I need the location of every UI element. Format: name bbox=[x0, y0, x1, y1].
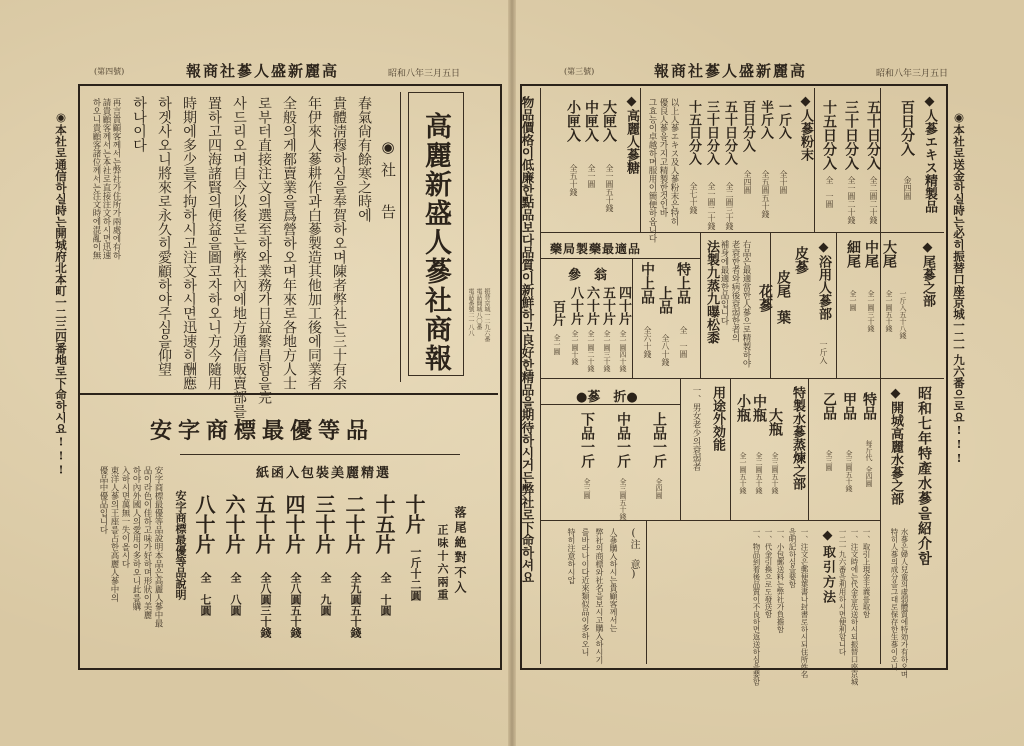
tail-unit: 一斤入五十八錢 bbox=[899, 290, 907, 339]
ad-price-6: 全 七圓 bbox=[199, 572, 212, 616]
extract-item-2: 三十日分入 bbox=[843, 100, 859, 170]
pill-title: 法製九蒸九曝松黍 bbox=[704, 240, 719, 344]
editorial-dense-2: 하오니貴顧客諸位께서는注文時에混亂이無 bbox=[91, 98, 101, 260]
ad-item-0: 十片 bbox=[402, 494, 426, 534]
method-desc-4: 을明記하심을要함 bbox=[788, 528, 797, 588]
pill-desc-2: 補身에最適한品입니다 bbox=[719, 240, 729, 325]
register-line-3: 電話番號二一八八 bbox=[467, 288, 474, 336]
ad-price-0: 全 十圓 bbox=[379, 572, 392, 616]
left-header-date: 昭和八年三月五日 bbox=[388, 69, 461, 79]
powder-item-1: 半斤入 bbox=[758, 100, 773, 139]
fine-price-1: 全一圓三十錢 bbox=[603, 330, 611, 372]
broken-item-0: 上品一斤 bbox=[651, 412, 667, 468]
editorial-line-1: 貴體淸穆하심을奉賀하오며陳者弊社는三十有余 bbox=[331, 96, 347, 390]
kaesong-title: ◆開城高麗水蔘之部 bbox=[888, 386, 903, 505]
candy-title: ◆高麗人蔘糖 bbox=[624, 94, 639, 174]
broken-title: ●蔘 折● bbox=[576, 390, 638, 405]
broken-price-2: 全三圓 bbox=[583, 478, 591, 499]
left-side-note: ◉本社로通信하실時는開城府北本町一二三四番地로下命하시요!!! bbox=[54, 110, 68, 477]
register-line-2: 電話開城八〇番 bbox=[475, 288, 482, 330]
pharmacy-price-2: 全六十錢 bbox=[643, 326, 652, 358]
notice-desc-3: 特히注意하시압 bbox=[567, 528, 576, 584]
ad-price-1: 全九圓五十錢 bbox=[349, 572, 362, 638]
ad-luowei-1: 落尾絶對不入 bbox=[453, 506, 467, 596]
kaesong-item-2: 乙品 bbox=[821, 392, 837, 420]
oil-sub-1: 皮尾 bbox=[775, 270, 791, 298]
kaesong-price-2: 全三圓 bbox=[825, 450, 833, 471]
tail-price-2: 全一圓 bbox=[849, 290, 857, 311]
extract-item-1b: 五十日分入 bbox=[865, 100, 881, 170]
tail-item-1: 中尾 bbox=[863, 240, 879, 268]
tail-price-0: 全一圓五十錢 bbox=[885, 290, 893, 332]
oil-desc2: 葉 bbox=[775, 310, 791, 324]
water-item-1: 中瓶 bbox=[751, 394, 767, 422]
masthead-frame bbox=[408, 92, 464, 376]
powder-item-3: 五十日分入 bbox=[722, 100, 737, 165]
fine-price-0: 全一圓四十錢 bbox=[619, 330, 627, 372]
candy-price-0: 全一圓五十錢 bbox=[605, 164, 614, 212]
ad-item-4: 四十片 bbox=[282, 494, 306, 554]
ad-price-3: 全八圓五十錢 bbox=[289, 572, 302, 638]
water-price-0: 全三圓五十錢 bbox=[771, 452, 779, 494]
kaesong-sub: 每斤代 bbox=[865, 440, 873, 461]
extract-title: ◆人蔘エキス精製品 bbox=[922, 94, 937, 213]
powder-price-5: 全七十錢 bbox=[689, 182, 698, 214]
powder-desc-1: 優良人蔘을가지고精製한것인바 bbox=[658, 98, 668, 217]
oil-desc: 一斤入 bbox=[819, 340, 828, 364]
row2-div-2 bbox=[836, 232, 837, 378]
register-line-1: 振替京城一二九六番 bbox=[483, 288, 490, 342]
method-desc-1: 一、注文時에는代金을先送하시되振替口座京城 bbox=[850, 528, 859, 686]
editorial-title: ◉社 告 bbox=[379, 138, 397, 225]
editorial-line-9: 하나이다 bbox=[131, 96, 147, 152]
usage-line-0: 一、男女老少의衰弱者 bbox=[691, 386, 701, 471]
right-page-number: (第三號) bbox=[564, 67, 595, 76]
candy-price-1: 全一圓 bbox=[587, 164, 596, 188]
water-item-0: 大瓶 bbox=[767, 408, 783, 436]
right-row-rule-1 bbox=[540, 232, 944, 233]
right-row-rule-3 bbox=[540, 520, 880, 521]
ad-dense-2: 하야內外國人의愛用이多하오니此를購 bbox=[131, 466, 141, 611]
powder-item-0: 一斤入 bbox=[776, 100, 791, 139]
water-price-1: 全二圓五十錢 bbox=[755, 452, 763, 494]
editorial-line-3: 全般의게都賣業을爲營하오며年來로各地方人士 bbox=[281, 96, 297, 390]
tail-item-0: 大尾 bbox=[881, 240, 897, 268]
water-item-2: 小瓶 bbox=[735, 394, 751, 422]
notice-title: (注 意) bbox=[628, 528, 639, 580]
powder-desc-0: 以上人蔘エキス及人蔘粉末은特히 bbox=[669, 98, 679, 226]
fine-price-2: 全一圓二十錢 bbox=[587, 330, 595, 372]
pharmacy-item-2: 中上品 bbox=[639, 262, 655, 304]
right-banner: 物品價格이低廉한點品보다品質이新鮮하고良好한精品을期待하시거든弊社로下命하셔요 bbox=[520, 96, 535, 584]
ad-note-title: 安字商標最優等品說明 bbox=[174, 490, 187, 600]
extract-price-2: 全一圓二十錢 bbox=[847, 176, 856, 224]
method-desc-5: 一、小包郵送料는弊社가負擔함 bbox=[776, 528, 785, 633]
pharmacy-rule bbox=[540, 258, 700, 259]
showa-title: 昭和七年特產水蔘을紹介함 bbox=[916, 386, 932, 566]
ad-item-6: 六十片 bbox=[222, 494, 246, 554]
fine-item-2: 六十片 bbox=[584, 286, 599, 325]
pill-desc-1: 老衰한者와病後衰弱한者의 bbox=[730, 240, 740, 342]
right-header-date: 昭和八年三月五日 bbox=[876, 69, 949, 79]
extract-price-1: 全二圓二十錢 bbox=[869, 176, 878, 224]
method-desc-2: 一二一九六番을利用하시면便利합니다 bbox=[838, 528, 847, 656]
fine-price-4: 全一圓 bbox=[553, 334, 561, 355]
editorial-line-2: 年伊來人蔘耕作과白蔘製造其他加工後에同業者 bbox=[306, 96, 322, 390]
pharmacy-item-1: 上品 bbox=[657, 286, 673, 314]
row3-div-4 bbox=[680, 378, 681, 520]
editorial-line-7: 時期에多少를不拘하시고注文하시면迅速히酬應 bbox=[181, 96, 197, 390]
editorial-line-0: 春氣尙有餘寒之時에 bbox=[356, 96, 372, 222]
oil-sub-0: 皮蔘 bbox=[793, 246, 809, 274]
fine-item-1: 五十片 bbox=[600, 286, 615, 325]
editorial-line-8: 하겟사오니將來로永久히愛顧하야주심을仰望 bbox=[156, 96, 172, 376]
ad-item-2: 二十片 bbox=[342, 494, 366, 554]
powder-price-0: 全十圓 bbox=[779, 170, 788, 194]
fine-item-4: 百片 bbox=[550, 300, 565, 326]
ad-price-2: 全 九圓 bbox=[319, 572, 332, 616]
kaesong-price-1: 全三圓五十錢 bbox=[845, 450, 853, 492]
ad-item-1: 十五片 bbox=[372, 494, 396, 554]
fine-title-text: 參 翁 bbox=[568, 268, 608, 283]
ad-price-5: 全 八圓 bbox=[229, 572, 242, 616]
powder-price-4: 全一圓二十錢 bbox=[707, 182, 716, 230]
ad-dense-1: 品이라色이佳하고味가好하며形狀이美麗 bbox=[142, 466, 152, 619]
candy-item-2: 小匣入 bbox=[565, 100, 581, 142]
candy-item-1: 中匣入 bbox=[583, 100, 599, 142]
broken-item-2: 下品一斤 bbox=[579, 412, 595, 468]
method-desc-6: 一、代金引換으로도發送함 bbox=[764, 528, 773, 618]
powder-item-4: 三十日分入 bbox=[704, 100, 719, 165]
ad-dense-4: 東洋人蔘의王座를占한高麗人蔘中의 bbox=[109, 466, 119, 602]
powder-title: ◆人蔘粉末 bbox=[798, 94, 813, 161]
tail-price-1: 全一圓三十錢 bbox=[867, 290, 875, 332]
left-middle-rule bbox=[80, 393, 498, 395]
pharmacy-price-1: 全八十錢 bbox=[661, 334, 670, 366]
ad-luowei-2: 正味十六兩重 bbox=[436, 524, 449, 602]
kaesong-price-0: 全四圓 bbox=[865, 466, 873, 487]
pill-desc-0: 右品은最適當한人蔘으로精製하야 bbox=[741, 240, 751, 368]
method-desc-7: 一、物品到着後品質이不良하면返送하심을要함 bbox=[752, 528, 761, 686]
row3-div-3 bbox=[730, 378, 731, 520]
editorial-line-5: 사드리오며自今以後로는弊社內에地方通信販賣部를 bbox=[231, 96, 247, 418]
extract-item-0: 百日分入 bbox=[899, 100, 915, 156]
fine-title bbox=[568, 264, 607, 283]
oil-sub-2: 花蔘 bbox=[757, 284, 773, 312]
ad-subtitle: 選精麗美裝包入函紙 bbox=[256, 466, 392, 481]
extract-item-3: 十五日分入 bbox=[821, 100, 837, 170]
tail-item-2: 細尾 bbox=[845, 240, 861, 268]
method-desc-3: 一、注文은郵便葉書나封書로하시되住所姓名 bbox=[800, 528, 809, 678]
ad-dense-3: 入하시면萬無一失이올시다 bbox=[120, 466, 130, 568]
ad-item-3: 三十片 bbox=[312, 494, 336, 554]
ad-item-5: 五十片 bbox=[252, 494, 276, 554]
method-title: ◆取引方法 bbox=[820, 528, 835, 605]
row3-div-2 bbox=[808, 378, 809, 520]
right-header-title: 報商社蔘人盛新麗高 bbox=[654, 62, 808, 80]
powder-item-2: 百日分入 bbox=[740, 100, 755, 152]
water-title: 特製水蔘蒸煉之部 bbox=[790, 386, 805, 490]
kaesong-item-1: 甲品 bbox=[841, 392, 857, 420]
fine-divider bbox=[632, 258, 633, 378]
row2-div-4 bbox=[700, 232, 701, 378]
editorial-line-4: 로부터直接注文의選至하와業務가日益繁昌함을完 bbox=[256, 96, 272, 404]
notice-desc-0: 人蔘購入하시는貴顧客께서는 bbox=[609, 528, 618, 632]
broken-price-0: 全四圓 bbox=[655, 478, 663, 499]
pharmacy-item-0: 特上品 bbox=[675, 262, 691, 304]
right-row-rule-2 bbox=[540, 378, 944, 379]
oil-title: ◆浴用人蔘部 bbox=[816, 240, 831, 320]
left-page-number: (第四號) bbox=[94, 67, 125, 76]
powder-price-1: 全五圓五十錢 bbox=[761, 170, 770, 218]
broken-rule bbox=[540, 404, 680, 405]
extract-price-0: 金四圓 bbox=[903, 176, 912, 200]
notice-desc-2: 를바라나이다近來類似品이多하오니 bbox=[581, 528, 590, 656]
pharmacy-title: 品適最藥製局藥 bbox=[550, 242, 642, 256]
tail-title: ◆尾蔘之部 bbox=[920, 240, 935, 307]
row1-div-3 bbox=[640, 88, 641, 232]
powder-price-3: 全二圓三十錢 bbox=[725, 182, 734, 230]
pharmacy-price-0: 全 一圓 bbox=[679, 326, 688, 358]
ad-dense-0: 安字商標最優等品說明本品은高麗人蔘中最 bbox=[153, 466, 163, 628]
ad-first-price: 一斤十二圓 bbox=[409, 546, 422, 601]
ad-rule bbox=[180, 454, 460, 455]
row1-div-2 bbox=[814, 88, 815, 232]
editorial-dense-1: 請貴顧客께서는本社로直接注文하시면迅速 bbox=[101, 98, 111, 260]
candy-price-2: 全五十錢 bbox=[569, 164, 578, 196]
fine-item-3: 八十片 bbox=[568, 286, 583, 325]
powder-item-5: 十五日分入 bbox=[686, 100, 701, 165]
extract-price-3: 全 一圓 bbox=[825, 176, 834, 208]
ad-dense-5: 優品中優品입니다 bbox=[98, 466, 108, 534]
water-price-2: 全一圓五十錢 bbox=[739, 452, 747, 494]
kaesong-item-0: 特品 bbox=[861, 392, 877, 420]
row4-div-1 bbox=[646, 520, 647, 664]
center-fold bbox=[508, 0, 516, 746]
powder-desc-2: 그효능이卓越하며服用이簡便하옵니다 bbox=[647, 98, 657, 243]
row3-div-1 bbox=[880, 378, 881, 664]
editorial-dense-0: 再言貴顧客께서는弊社가住所가兩處에有하 bbox=[111, 98, 121, 260]
notice-desc-1: 弊社의商標와社名을보시고購入하시기 bbox=[595, 528, 604, 664]
usage-title: 用途外効能 bbox=[710, 386, 725, 451]
candy-item-0: 大匣入 bbox=[601, 100, 617, 142]
broken-price-1: 全三圓五十錢 bbox=[619, 478, 627, 520]
broken-item-1: 中品一斤 bbox=[615, 412, 631, 468]
editorial-divider bbox=[400, 92, 401, 382]
editorial-line-6: 置하고四海諸賢의便益을圖코자하오니方今隨用 bbox=[206, 96, 222, 390]
ad-title: 品等優最標商字安 bbox=[150, 418, 375, 444]
fine-item-0: 四十片 bbox=[616, 286, 631, 325]
left-header-title: 報商社蔘人盛新麗高 bbox=[186, 62, 340, 80]
method-desc-0: 一、取引上現金主義를取함 bbox=[862, 528, 871, 618]
left-masthead: 高麗新盛人蔘社商報 bbox=[420, 112, 451, 373]
fine-price-3: 全一圓十錢 bbox=[571, 330, 579, 365]
ad-price-4: 全八圓三十錢 bbox=[259, 572, 272, 638]
showa-desc-1: 特히人蔘의成分을그대로保存한生蔘이오니 bbox=[890, 528, 899, 671]
ad-item-7: 八十片 bbox=[192, 494, 216, 554]
right-side-note: ◉本社로送金하실時는必히振替口座京城一二一九六番으로요!!! bbox=[952, 110, 966, 465]
powder-price-2: 全四圓 bbox=[743, 170, 752, 194]
banner-divider bbox=[540, 88, 541, 664]
showa-desc-0: 水蔘은婦人兒童의虛弱體質에特効가有하오며 bbox=[900, 528, 909, 678]
